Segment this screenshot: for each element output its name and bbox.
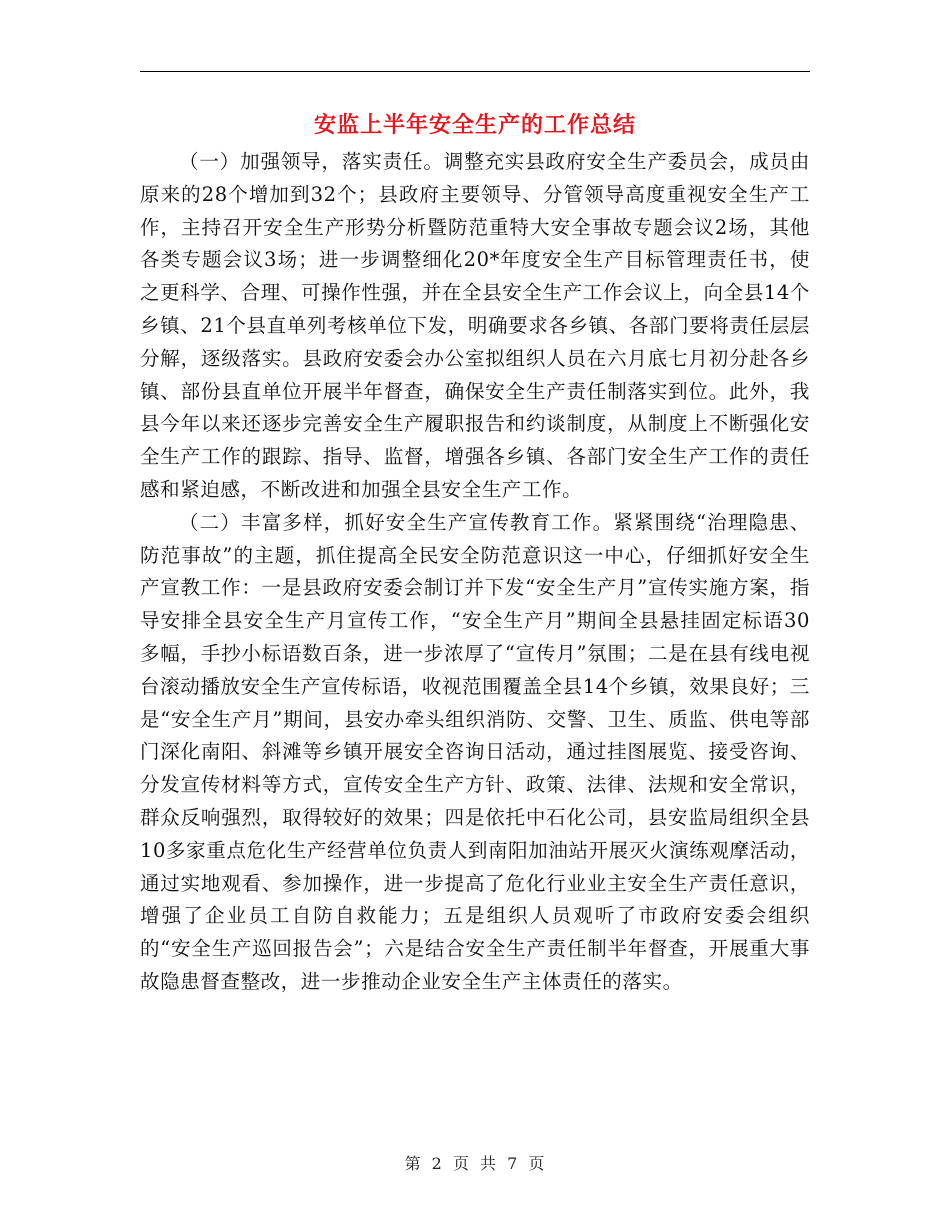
header-rule: [140, 71, 810, 72]
paragraph-leadership-responsibility: （一）加强领导，落实责任。调整充实县政府安全生产委员会，成员由原来的28个增加到32个；县政府主要领导、分管领导高度重视安全生产工作，主持召开安全生产形势分析暨防范重特大安全事故专题会议2场，其他各类专题会议3场；进一步调整细化20*年度安全生产目标管理责任书，使之更科学、合理、可操作性强，并在全县安全生产工作会议上，向全县14个乡镇、21个县直单列考核单位下发，明确要求各乡镇、各部门要将责任层层分解，逐级落实。县政府安委会办公室拟组织人员在六月底七月初分赴各乡镇、部份县直单位开展半年督查，确保安全生产责任制落实到位。此外，我县今年以来还逐步完善安全生产履职报告和约谈制度，从制度上不断强化安全生产工作的跟踪、指导、监督，增强各乡镇、各部门安全生产工作的责任感和紧迫感，不断改进和加强全县安全生产工作。: [140, 150, 810, 501]
document-body: [140, 146, 810, 999]
paragraph-safety-publicity: （二）丰富多样，抓好安全生产宣传教育工作。紧紧围绕“治理隐患、防范事故”的主题，抓住提高全民安全防范意识这一中心，仔细抓好安全生产宣教工作：一是县政府安委会制订并下发“安全生产月”宣传实施方案，指导安排全县安全生产月宣传工作，“安全生产月”期间全县悬挂固定标语30多幅，手抄小标语数百条，进一步浓厚了“宣传月”氛围；二是在县有线电视台滚动播放安全生产宣传标语，收视范围覆盖全县14个乡镇，效果良好；三是“安全生产月”期间，县安办牵头组织消防、交警、卫生、质监、供电等部门深化南阳、斜滩等乡镇开展安全咨询日活动，通过挂图展览、接受咨询、分发宣传材料等方式，宣传安全生产方针、政策、法律、法规和安全常识，群众反响强烈，取得较好的效果；四是依托中石化公司，县安监局组织全县10多家重点危化生产经营单位负责人到南阳加油站开展灭火演练观摩活动，通过实地观看、参加操作，进一步提高了危化行业业主安全生产责任意识，增强了企业员工自防自救能力；五是组织人员观听了市政府安委会组织的“安全生产巡回报告会”；六是结合安全生产责任制半年督查，开展重大事故隐患督查整改，进一步推动企业安全生产主体责任的落实。: [140, 510, 810, 993]
document-title: 安监上半年安全生产的工作总结: [313, 113, 636, 138]
page-number-footer: 第 2 页 共 7 页: [404, 1154, 546, 1173]
